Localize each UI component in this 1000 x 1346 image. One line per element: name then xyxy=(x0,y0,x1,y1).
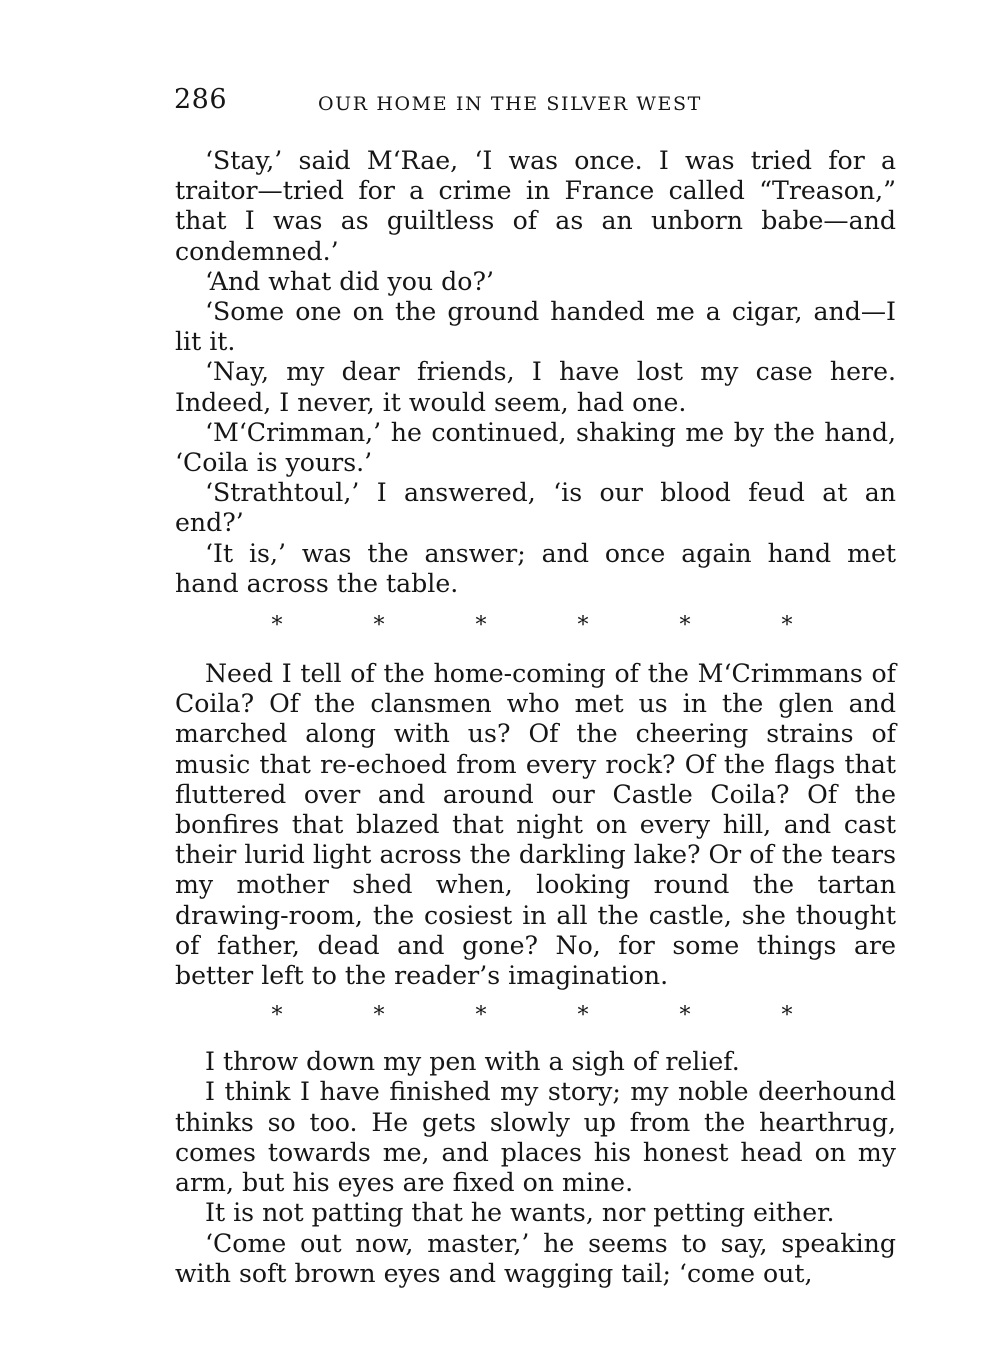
paragraph: It is not patting that he wants, nor petting either. xyxy=(205,1198,835,1228)
page-header xyxy=(174,84,896,124)
asterisk: * xyxy=(781,613,793,639)
paragraph: ‘It is,’ was the answer; and once again hand met hand across the table. xyxy=(175,538,896,598)
paragraph: ‘And what did you do?’ xyxy=(205,266,494,296)
body-text xyxy=(175,146,896,1289)
section-break xyxy=(267,611,797,641)
asterisk: * xyxy=(271,1003,283,1029)
asterisk: * xyxy=(577,613,589,639)
section-break xyxy=(267,1001,797,1031)
paragraph: ‘M‘Crimman,’ he continued, shaking me by the hand, ‘Coila is yours.’ xyxy=(175,417,896,478)
paragraph: I think I have finished my story; my noble deerhound thinks so too. He gets slowly up from the hearthrug, comes towards me, and places his honest head on my arm, but his eyes are fixed on mine. xyxy=(175,1077,896,1198)
asterisk: * xyxy=(373,1003,385,1029)
paragraph: I throw down my pen with a sigh of relief. xyxy=(205,1047,740,1077)
paragraph: Need I tell of the home-coming of the M‘Crimmans of Coila? Of the clansmen who met us in the glen and marched along with us? Of the cheering strains of music that re-echoed from every rock? Of the flags that fluttered over and around our Castle Coila? Of the bonfires that blazed that night on every hill, and cast their lurid light across the darkling lake? Or of the tears my mother shed when, looking round the tartan drawing-room, the cosiest in all the castle, she thought of father, dead and gone? No, for some things are better left to the reader’s imagination. xyxy=(175,659,896,991)
paragraph: ‘Some one on the ground handed me a cigar, and—I lit it. xyxy=(175,297,896,357)
asterisk: * xyxy=(373,613,385,639)
paragraph: ‘Nay, my dear friends, I have lost my case here. Indeed, I never, it would seem, had one. xyxy=(175,357,896,417)
running-head: OUR HOME IN THE SILVER WEST xyxy=(318,93,702,115)
asterisk: * xyxy=(679,1003,691,1029)
paragraph: ‘Stay,’ said M‘Rae, ‘I was once. I was tried for a traitor—tried for a crime in France called “Treason,” that I was as guiltless of as an unborn babe—and condemned.’ xyxy=(175,146,896,266)
asterisk: * xyxy=(475,613,487,639)
asterisk: * xyxy=(577,1003,589,1029)
page-number: 286 xyxy=(174,84,228,115)
asterisk: * xyxy=(271,613,283,639)
asterisk: * xyxy=(475,1003,487,1029)
paragraph: ‘Strathtoul,’ I answered, ‘is our blood feud at an end?’ xyxy=(175,478,896,538)
asterisk: * xyxy=(679,613,691,639)
asterisk: * xyxy=(781,1003,793,1029)
paragraph: ‘Come out now, master,’ he seems to say, speaking with soft brown eyes and wagging tail; ‘come out, xyxy=(175,1228,896,1288)
